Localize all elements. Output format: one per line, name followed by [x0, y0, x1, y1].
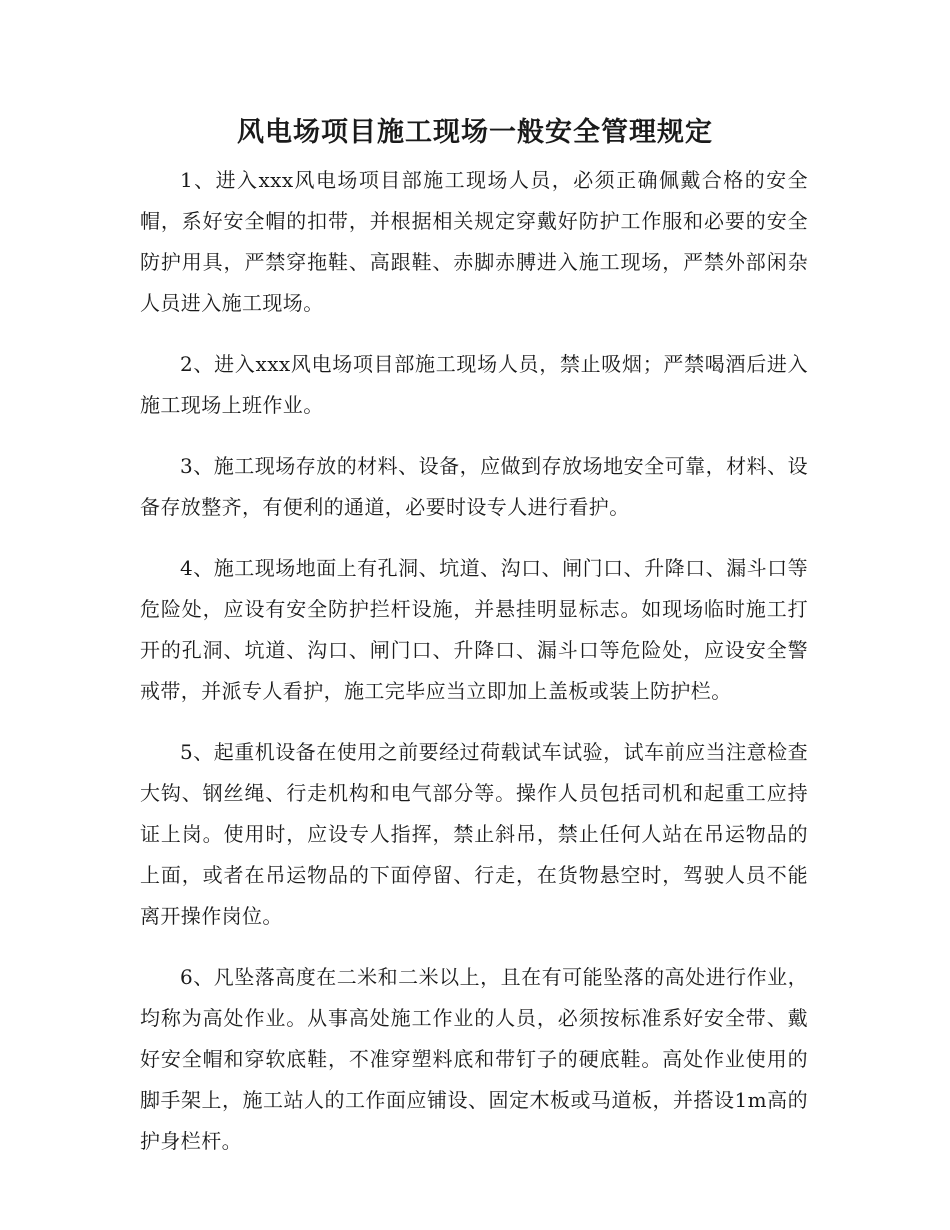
paragraph-3: 3、施工现场存放的材料、设备，应做到存放场地安全可靠，材料、设备存放整齐，有便利的通道，必要时设专人进行看护。	[140, 454, 808, 519]
paragraph-4: 4、施工现场地面上有孔洞、坑道、沟口、闸门口、升降口、漏斗口等危险处，应设有安全防护拦杆设施，并悬挂明显标志。如现场临时施工打开的孔洞、坑道、沟口、闸门口、升降口、漏斗口等危险处，应设安全警戒带，并派专人看护，施工完毕应当立即加上盖板或装上防护栏。	[140, 556, 808, 703]
document-body	[140, 160, 808, 1182]
paragraph-5: 5、起重机设备在使用之前要经过荷载试车试验，试车前应当注意检查大钩、钢丝绳、行走机构和电气部分等。操作人员包括司机和起重工应持证上岗。使用时，应设专人指挥，禁止斜吊，禁止任何人站在吊运物品的上面，或者在吊运物品的下面停留、行走，在货物悬空时，驾驶人员不能离开操作岗位。	[140, 740, 808, 928]
paragraph-1: 1、进入xxx风电场项目部施工现场人员，必须正确佩戴合格的安全帽，系好安全帽的扣带，并根据相关规定穿戴好防护工作服和必要的安全防护用具，严禁穿拖鞋、高跟鞋、赤脚赤膊进入施工现场，严禁外部闲杂人员进入施工现场。	[140, 168, 808, 315]
paragraph-6: 6、凡坠落高度在二米和二米以上，且在有可能坠落的高处进行作业，均称为高处作业。从事高处施工作业的人员，必须按标准系好安全带、戴好安全帽和穿软底鞋，不准穿塑料底和带钉子的硬底鞋。高处作业使用的脚手架上，施工站人的工作面应铺设、固定木板或马道板，并搭设1m高的护身栏杆。	[140, 965, 808, 1153]
paragraph-2: 2、进入xxx风电场项目部施工现场人员，禁止吸烟；严禁喝酒后进入施工现场上班作业。	[140, 352, 808, 417]
document-title: 风电场项目施工现场一般安全管理规定	[237, 117, 713, 148]
